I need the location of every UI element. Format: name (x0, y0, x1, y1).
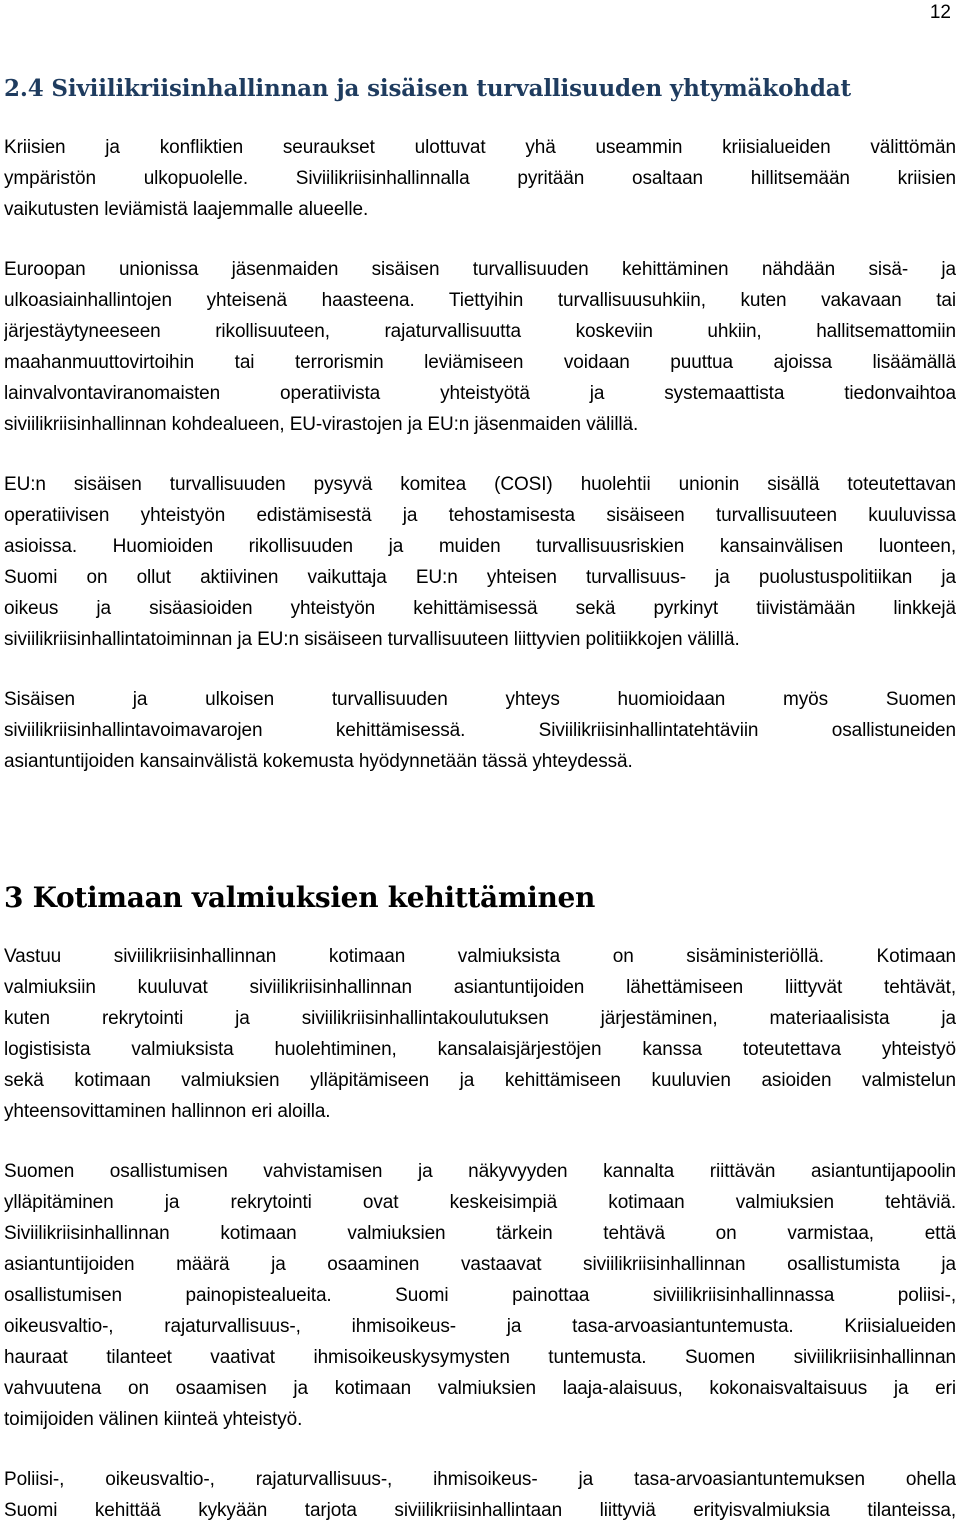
text-line: asiantuntijoiden kansainvälistä kokemusta hyödynnetään tässä yhteydessä. (4, 751, 633, 772)
paragraph (4, 941, 956, 1127)
paragraph (4, 132, 956, 225)
paragraph (4, 684, 956, 777)
text-line: Suomi on ollut aktiivinen vaikuttaja EU:n yhteisen turvallisuus- ja puolustuspolitiikan ja (4, 567, 956, 588)
text-line: Siviilikriisinhallinnan kotimaan valmiuksien tärkein tehtävä on varmistaa, että (4, 1223, 956, 1244)
text-line: hauraat tilanteet vaativat ihmisoikeuskysymysten tuntemusta. Suomen siviilikriisinhallinnan (4, 1347, 956, 1368)
page-content (4, 68, 956, 1538)
text-line: maahanmuuttovirtoihin tai terrorismin leviämiseen voidaan puuttua ajoissa lisäämällä (4, 352, 956, 373)
text-line: oikeus ja sisäasioiden yhteistyön kehittämisessä sekä pyrkinyt tiivistämään linkkejä (4, 598, 956, 619)
section-2-4-body (4, 132, 956, 777)
text-line: logistisista valmiuksista huolehtiminen, kansalaisjärjestöjen kanssa toteutettava yhteistyö (4, 1039, 956, 1060)
text-line: Suomi kehittää kykyään tarjota siviilikriisinhallintaan liittyviä erityisvalmiuksia tilanteissa, (4, 1500, 956, 1521)
page-number: 12 (929, 2, 951, 23)
text-line: ulkoasiainhallintojen yhteisenä haasteena. Tiettyihin turvallisuusuhkiin, kuten vakavaan tai (4, 290, 956, 311)
text-line: ympäristön ulkopuolelle. Siviilikriisinhallinnalla pyritään osaltaan hillitsemään kriisien (4, 168, 956, 189)
text-line: Vastuu siviilikriisinhallinnan kotimaan valmiuksista on sisäministeriöllä. Kotimaan (4, 946, 956, 967)
section-3-body (4, 941, 956, 1526)
text-line: lainvalvontaviranomaisten operatiivista yhteistyötä ja systemaattista tiedonvaihtoa (4, 383, 956, 404)
text-line: järjestäytyneeseen rikollisuuteen, rajaturvallisuutta koskeviin uhkiin, hallitsemattomiin (4, 321, 956, 342)
section-heading-3: 3 Kotimaan valmiuksien kehittäminen (4, 881, 596, 914)
text-line: Suomen osallistumisen vahvistamisen ja näkyvyyden kannalta riittävän asiantuntijapoolin (4, 1161, 956, 1182)
text-line: vahvuutena on osaamisen ja kotimaan valmiuksien laaja-alaisuus, kokonaisvaltaisuus ja eri (4, 1378, 956, 1399)
text-line: operatiivisen yhteistyön edistämisestä ja tehostamisesta sisäiseen turvallisuuteen kuuluvissa (4, 505, 956, 526)
text-line: EU:n sisäisen turvallisuuden pysyvä komitea (COSI) huolehtii unionin sisällä toteutettavan (4, 474, 956, 495)
text-line: Euroopan unionissa jäsenmaiden sisäisen turvallisuuden kehittäminen nähdään sisä- ja (4, 259, 956, 280)
text-line: Poliisi-, oikeusvaltio-, rajaturvallisuus-, ihmisoikeus- ja tasa-arvoasiantuntemuksen ohella (4, 1469, 956, 1490)
text-line: siviilikriisinhallintavoimavarojen kehittämisessä. Siviilikriisinhallintatehtäviin osallistuneiden (4, 720, 956, 741)
text-line: ylläpitäminen ja rekrytointi ovat keskeisimpiä kotimaan valmiuksien tehtäviä. (4, 1192, 956, 1213)
text-line: siviilikriisinhallinnan kohdealueen, EU-virastojen ja EU:n jäsenmaiden välillä. (4, 414, 639, 435)
text-line: yhteensovittaminen hallinnon eri aloilla. (4, 1101, 331, 1122)
section-heading-2-4: 2.4 Siviilikriisinhallinnan ja sisäisen turvallisuuden yhtymäkohdat (4, 75, 852, 102)
text-line: kuten rekrytointi ja siviilikriisinhallintakoulutuksen järjestäminen, materiaalisista ja (4, 1008, 956, 1029)
text-line: osallistumisen painopistealueita. Suomi painottaa siviilikriisinhallinnassa poliisi-, (4, 1285, 956, 1306)
text-line: vaikutusten leviämistä laajemmalle alueelle. (4, 199, 369, 220)
text-line: oikeusvaltio-, rajaturvallisuus-, ihmisoikeus- ja tasa-arvoasiantuntemusta. Kriisialueiden (4, 1316, 956, 1337)
text-line: siviilikriisinhallintatoiminnan ja EU:n sisäiseen turvallisuuteen liittyvien politiikkojen välillä. (4, 629, 740, 650)
section-spacer (4, 806, 956, 880)
text-line: asiantuntijoiden määrä ja osaaminen vastaavat siviilikriisinhallinnan osallistumista ja (4, 1254, 956, 1275)
paragraph (4, 1464, 956, 1526)
text-line: toimijoiden välinen kiinteä yhteistyö. (4, 1409, 303, 1430)
paragraph (4, 254, 956, 440)
paragraph (4, 469, 956, 655)
text-line: sekä kotimaan valmiuksien ylläpitämiseen ja kehittämiseen kuuluvien asioiden valmistelun (4, 1070, 956, 1091)
text-line: valmiuksiin kuuluvat siviilikriisinhallinnan asiantuntijoiden lähettämiseen liittyvät tehtävät, (4, 977, 956, 998)
text-line: Kriisien ja konfliktien seuraukset ulottuvat yhä useammin kriisialueiden välittömän (4, 137, 956, 158)
text-line: Sisäisen ja ulkoisen turvallisuuden yhteys huomioidaan myös Suomen (4, 689, 956, 710)
text-line: asioissa. Huomioiden rikollisuuden ja muiden turvallisuusriskien kansainvälisen luonteen, (4, 536, 956, 557)
paragraph (4, 1156, 956, 1435)
